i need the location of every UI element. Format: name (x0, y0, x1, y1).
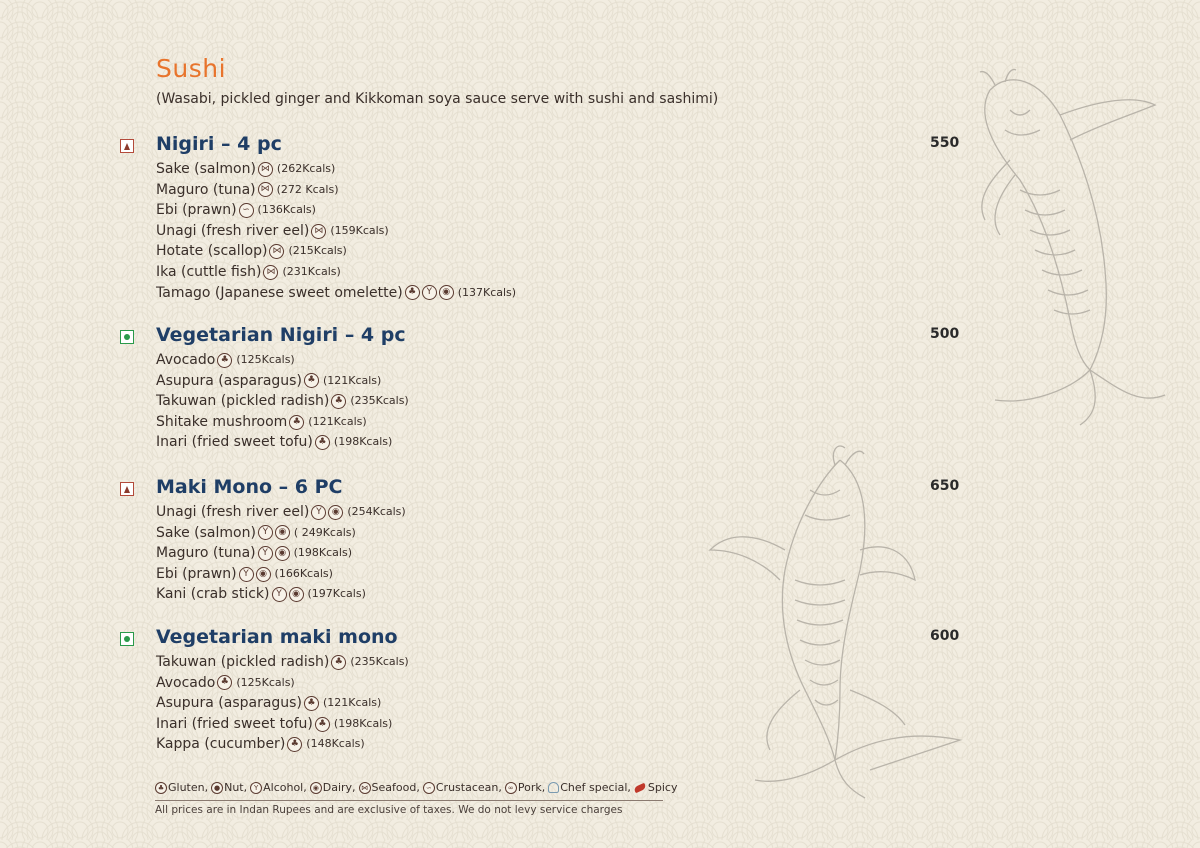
item-name: Takuwan (pickled radish) (156, 393, 330, 410)
section-price: 650 (930, 478, 960, 494)
item-name: Avocado (156, 352, 216, 368)
item-calories: (121Kcals) (322, 696, 382, 710)
legend-item (634, 781, 678, 794)
item-name: Ebi (prawn) (156, 202, 237, 219)
legend-label: Gluten, (168, 781, 209, 794)
item-calories: (159Kcals) (330, 223, 389, 237)
dairy-icon: ◉ (275, 525, 290, 540)
item-calories: (121Kcals) (308, 414, 367, 428)
legend-item (505, 781, 545, 794)
wheat-icon: ♣ (304, 373, 319, 388)
legend-item (250, 781, 307, 794)
menu-item (156, 543, 980, 564)
menu-item (156, 673, 980, 694)
chef-hat-icon (548, 782, 559, 793)
section-price: 500 (930, 326, 960, 342)
cocktail-icon: Y (422, 285, 437, 300)
wheat-icon: ♣ (289, 415, 304, 430)
non-veg-marker-icon (120, 139, 134, 153)
item-calories: (235Kcals) (350, 394, 409, 408)
item-name: Maguro (tuna) (156, 545, 256, 562)
item-name: Unagi (fresh river eel) (156, 504, 310, 520)
menu-item (156, 200, 980, 221)
item-name: Maguro (tuna) (156, 181, 256, 198)
item-name: Unagi (fresh river eel) (156, 222, 310, 239)
menu-item (156, 523, 980, 544)
menu-item (156, 241, 980, 262)
fish-icon: ⋈ (263, 265, 278, 280)
item-calories: (198Kcals) (333, 435, 393, 449)
legend-label: Dairy, (322, 781, 356, 794)
crab-icon: ∽ (423, 782, 435, 794)
dairy-icon: ◉ (439, 285, 454, 300)
section-price: 550 (930, 135, 960, 151)
wheat-icon: ♣ (304, 696, 319, 711)
cocktail-icon: Y (258, 525, 273, 540)
pig-icon: ∞ (505, 782, 517, 794)
menu-item (156, 159, 980, 180)
legend-item (359, 781, 420, 794)
section-header (120, 626, 980, 652)
wheat-icon: ♣ (287, 737, 302, 752)
dairy-icon: ◉ (310, 782, 322, 794)
item-calories: (198Kcals) (333, 716, 393, 730)
item-list (156, 502, 980, 605)
dairy-icon: ◉ (328, 505, 343, 520)
item-name: Asupura (asparagus) (156, 372, 302, 389)
item-calories: (231Kcals) (282, 264, 341, 278)
fish-icon: ⋈ (258, 182, 273, 197)
wheat-icon: ♣ (217, 675, 232, 690)
veg-marker-icon (120, 632, 134, 646)
legend-label: Nut, (224, 781, 248, 794)
section-header (120, 133, 980, 159)
item-name: Kappa (cucumber) (156, 736, 286, 753)
price-footnote: All prices are in Indan Rupees and are exclusive of taxes. We do not levy service charges (155, 804, 623, 816)
menu-item (156, 734, 980, 755)
wheat-icon: ♣ (405, 285, 420, 300)
menu-item (156, 584, 980, 605)
legend-label: Crustacean, (435, 781, 502, 794)
page-subtitle: (Wasabi, pickled ginger and Kikkoman soya sauce serve with sushi and sashimi) (156, 91, 719, 107)
menu-item (156, 262, 980, 283)
menu-item (156, 221, 980, 242)
menu-section (120, 133, 980, 303)
legend-label: Spicy (647, 781, 678, 794)
fish-icon: ⋈ (269, 244, 284, 259)
legend-item (211, 781, 247, 794)
cocktail-icon: Y (311, 505, 326, 520)
item-calories: (121Kcals) (322, 373, 382, 387)
menu-item (156, 350, 980, 371)
section-header (120, 476, 980, 502)
menu-item (156, 432, 980, 453)
item-name: Kani (crab stick) (156, 586, 270, 603)
item-name: Inari (fried sweet tofu) (156, 434, 313, 451)
item-calories: (198Kcals) (293, 546, 352, 560)
item-name: Sake (salmon) (156, 161, 256, 177)
veg-marker-icon (120, 330, 134, 344)
item-calories: (254Kcals) (347, 505, 406, 518)
item-calories: (197Kcals) (307, 587, 366, 601)
cocktail-icon: Y (258, 546, 273, 561)
allergen-legend (155, 781, 680, 794)
menu-item (156, 714, 980, 735)
item-name: Sake (salmon) (156, 524, 256, 541)
menu-item (156, 502, 980, 523)
item-name: Shitake mushroom (156, 413, 288, 430)
menu-item (156, 652, 980, 673)
dairy-icon: ◉ (275, 546, 290, 561)
section-title: Nigiri – 4 pc (156, 133, 282, 155)
wheat-icon: ♣ (315, 717, 330, 732)
wheat-icon: ♣ (217, 353, 232, 368)
legend-label: Alcohol, (263, 781, 307, 794)
nut-icon: ● (211, 782, 223, 794)
menu-item (156, 564, 980, 585)
item-calories: (125Kcals) (236, 353, 295, 366)
item-name: Takuwan (pickled radish) (156, 654, 330, 670)
item-name: Asupura (asparagus) (156, 695, 302, 712)
non-veg-marker-icon (120, 482, 134, 496)
dairy-icon: ◉ (256, 567, 271, 582)
item-calories: (136Kcals) (257, 203, 316, 217)
menu-section (120, 626, 980, 755)
item-name: Hotate (scallop) (156, 243, 268, 260)
legend-item (423, 781, 502, 794)
legend-item (155, 781, 208, 794)
item-name: Inari (fried sweet tofu) (156, 715, 313, 732)
menu-item (156, 180, 980, 201)
item-calories: (262Kcals) (276, 162, 336, 175)
menu-section (120, 476, 980, 605)
menu-item (156, 391, 980, 412)
legend-item (548, 781, 631, 794)
legend-divider (155, 800, 663, 801)
section-header (120, 324, 980, 350)
item-calories: (137Kcals) (457, 285, 517, 299)
fish-icon: ⋈ (359, 782, 371, 794)
item-name: Avocado (156, 674, 216, 691)
item-calories: (166Kcals) (274, 566, 333, 580)
page-title: Sushi (156, 54, 227, 83)
crab-icon: ∽ (239, 203, 254, 218)
cocktail-icon: Y (239, 567, 254, 582)
item-calories: (148Kcals) (306, 737, 365, 751)
legend-label: Pork, (517, 781, 546, 794)
legend-item (310, 781, 356, 794)
item-list (156, 350, 980, 453)
wheat-icon: ♣ (331, 394, 346, 409)
item-name: Ebi (prawn) (156, 565, 237, 582)
menu-item (156, 693, 980, 714)
item-list (156, 652, 980, 755)
item-list (156, 159, 980, 303)
wheat-icon: ♣ (155, 782, 167, 794)
wheat-icon: ♣ (331, 655, 346, 670)
section-title: Maki Mono – 6 PC (156, 476, 343, 498)
wheat-icon: ♣ (315, 435, 330, 450)
item-calories: (272 Kcals) (276, 182, 339, 196)
fish-icon: ⋈ (311, 224, 326, 239)
dairy-icon: ◉ (289, 587, 304, 602)
menu-item (156, 371, 980, 392)
item-calories: (235Kcals) (350, 655, 409, 668)
legend-label: Seafood, (371, 781, 420, 794)
cocktail-icon: Y (250, 782, 262, 794)
menu-section (120, 324, 980, 453)
item-calories: (125Kcals) (236, 675, 295, 689)
legend-label: Chef special, (560, 781, 631, 794)
item-calories: ( 249Kcals) (293, 525, 356, 539)
item-name: Ika (cuttle fish) (156, 263, 262, 280)
section-title: Vegetarian Nigiri – 4 pc (156, 324, 406, 346)
menu-item (156, 412, 980, 433)
chili-icon (633, 782, 646, 793)
item-calories: (215Kcals) (288, 244, 347, 258)
section-price: 600 (930, 628, 960, 644)
section-title: Vegetarian maki mono (156, 626, 398, 648)
item-name: Tamago (Japanese sweet omelette) (156, 284, 403, 301)
cocktail-icon: Y (272, 587, 287, 602)
fish-icon: ⋈ (258, 162, 273, 177)
menu-item (156, 283, 980, 304)
